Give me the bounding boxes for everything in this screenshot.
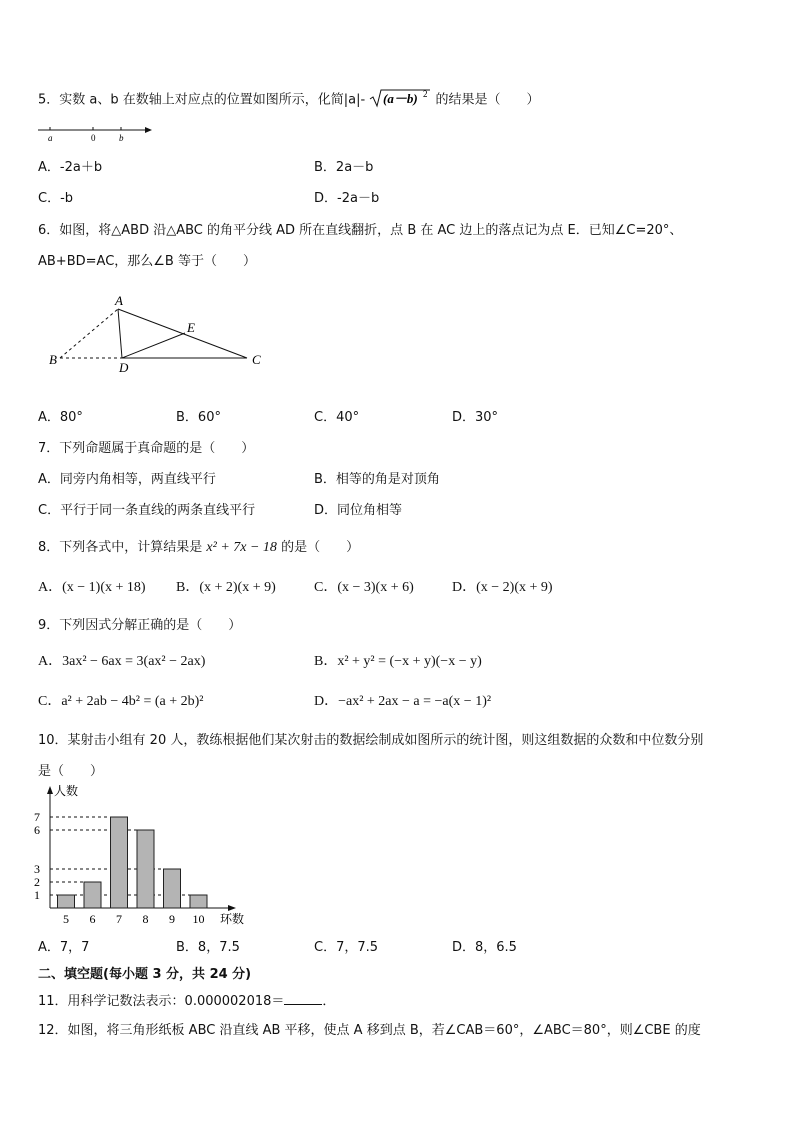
q9-option-a: A．3ax² − 6ax = 3(ax² − 2ax) <box>38 654 206 669</box>
q8-option-c: C．(x − 3)(x + 6) <box>314 580 414 595</box>
label-a: a <box>48 133 53 143</box>
q9-stem: 9．下列因式分解正确的是（ ） <box>38 618 242 633</box>
q10-option-d: D．8，6.5 <box>452 940 517 955</box>
arrow-right-icon <box>228 905 236 911</box>
q10-option-c: C．7，7.5 <box>314 940 379 955</box>
bar-8 <box>137 830 154 908</box>
q6-option-c: C．40° <box>314 410 360 425</box>
q5-radical <box>369 88 431 112</box>
q6-line2: AB+BD=AC，那么∠B 等于（ ） <box>38 254 256 269</box>
x-tick-6: 6 <box>89 912 96 926</box>
q11-answer-blank[interactable] <box>284 992 322 1005</box>
q7-option-d: D．同位角相等 <box>314 503 403 518</box>
q6-line1: 6．如图，将△ABD 沿△ABC 的角平分线 AD 所在直线翻折，点 B 在 AC 边上的落点记为点 E．已知∠C=20°、 <box>38 223 683 238</box>
x-tick-8: 8 <box>142 912 149 926</box>
x-tick-7: 7 <box>116 912 122 926</box>
bar-6 <box>84 882 101 908</box>
q5-stem-after: 的结果是（ ） <box>435 92 540 108</box>
label-b: b <box>119 133 124 143</box>
q6-triangle-figure <box>40 290 280 380</box>
q5-option-b: B．2a－b <box>314 160 374 175</box>
arrow-up-icon <box>47 786 53 794</box>
q11-after: ． <box>322 994 336 1009</box>
q5-radical-expr: (a－b) <box>383 91 418 106</box>
x-axis-label: 环数 <box>220 912 245 926</box>
q10-option-b: B．8，7.5 <box>176 940 240 955</box>
q10-option-a: A．7，7 <box>38 940 90 955</box>
arrow-right-icon <box>145 127 152 133</box>
q5-option-d: D．-2a－b <box>314 191 380 206</box>
x-tick-9: 9 <box>169 912 175 926</box>
q10-line2: 是（ ） <box>38 764 104 779</box>
y-tick-6: 6 <box>34 823 40 837</box>
q5-stem-before: 5．实数 a、b 在数轴上对应点的位置如图所示，化简|a|- <box>38 92 366 108</box>
bar-9 <box>164 869 181 908</box>
q5-radical-exp: 2 <box>423 89 428 99</box>
y-tick-3: 3 <box>34 862 40 876</box>
q10-line1: 10．某射击小组有 20 人，教练根据他们某次射击的数据绘制成如图所示的统计图，则这组数据的众数和中位数分别 <box>38 733 704 748</box>
radical-sign-icon <box>369 88 431 108</box>
x-tick-5: 5 <box>63 912 69 926</box>
q6-option-d: D．30° <box>452 410 499 425</box>
q9-option-b: B．x² + y² = (−x + y)(−x − y) <box>314 654 482 669</box>
q5-option-a: A．-2a＋b <box>38 160 103 175</box>
q10-bar-chart <box>30 782 260 932</box>
x-tick-10: 10 <box>192 912 205 926</box>
y-tick-1: 1 <box>34 888 40 902</box>
q7-option-c: C．平行于同一条直线的两条直线平行 <box>38 503 256 518</box>
bar-7 <box>111 817 128 908</box>
q9-option-c: C．a² + 2ab − 4b² = (a + 2b)² <box>38 694 204 709</box>
q8-expression: x² + 7x − 18 <box>206 540 277 555</box>
y-tick-2: 2 <box>34 875 40 889</box>
q8-stem <box>38 536 359 556</box>
q7-stem: 7．下列命题属于真命题的是（ ） <box>38 441 255 456</box>
q12-stem: 12．如图，将三角形纸板 ABC 沿直线 AB 平移，使点 A 移到点 B，若∠CAB＝60°，∠ABC＝80°，则∠CBE 的度 <box>38 1023 701 1038</box>
segment-ad <box>118 309 122 358</box>
q8-option-d: D．(x − 2)(x + 9) <box>452 580 553 595</box>
y-tick-7: 7 <box>34 810 40 824</box>
q9-option-d: D．−ax² + 2ax − a = −a(x − 1)² <box>314 694 492 709</box>
bar-5 <box>58 895 75 908</box>
q8-option-a: A．(x − 1)(x + 18) <box>38 580 146 595</box>
q7-option-a: A．同旁内角相等，两直线平行 <box>38 472 216 487</box>
point-b-label: B <box>49 352 57 367</box>
point-a-label: A <box>115 293 123 308</box>
q8-stem-after: 的是（ ） <box>276 540 360 555</box>
point-c-label: C <box>252 352 261 367</box>
q6-option-b: B．60° <box>176 410 221 425</box>
q5-stem <box>38 88 539 112</box>
q6-option-a: A．80° <box>38 410 83 425</box>
label-0: 0 <box>91 133 96 143</box>
point-e-label: E <box>187 320 195 335</box>
q5-number-line <box>36 120 156 144</box>
point-d-label: D <box>119 360 129 375</box>
q11-stem <box>38 990 335 1009</box>
bar-10 <box>190 895 207 908</box>
segment-de <box>122 333 185 358</box>
q11-before: 11．用科学记数法表示：0.000002018＝ <box>38 994 285 1009</box>
q7-option-b: B．相等的角是对顶角 <box>314 472 440 487</box>
q8-stem-before: 8．下列各式中，计算结果是 <box>38 540 207 555</box>
y-axis-label: 人数 <box>54 784 79 798</box>
q8-option-b: B．(x + 2)(x + 9) <box>176 580 276 595</box>
q5-option-c: C．-b <box>38 191 74 206</box>
segment-ab-dashed <box>60 309 118 358</box>
section2-heading: 二、填空题(每小题 3 分，共 24 分) <box>38 967 252 982</box>
